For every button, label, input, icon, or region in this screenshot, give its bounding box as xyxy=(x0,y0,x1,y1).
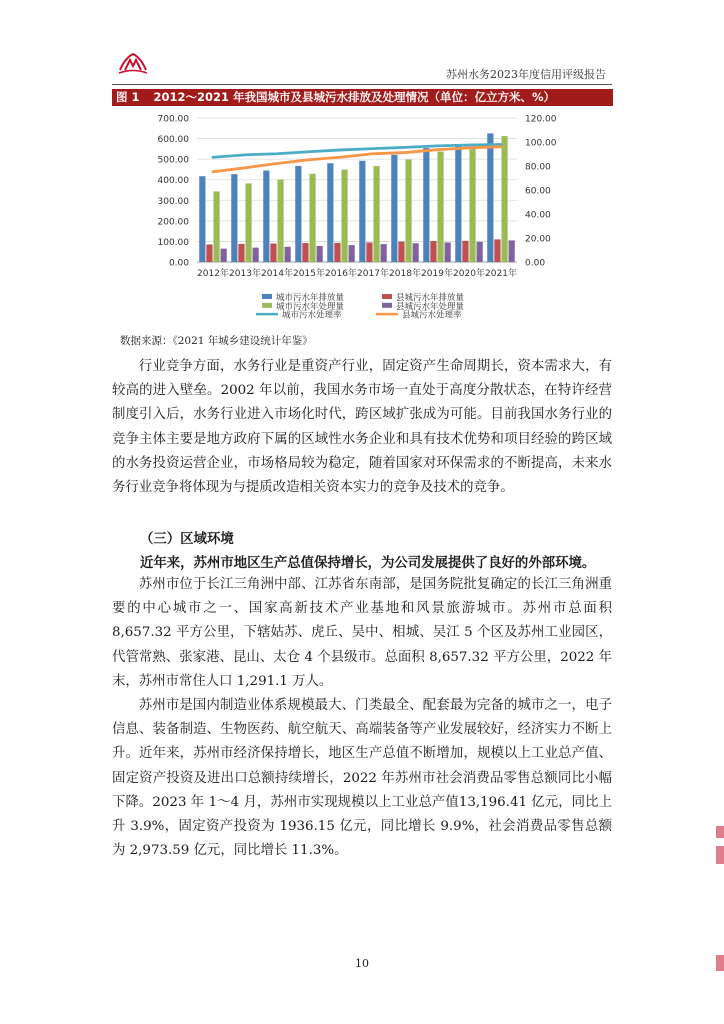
x-tick-label: 2014年 xyxy=(261,269,293,279)
bar xyxy=(334,243,340,262)
bar xyxy=(398,242,404,262)
bar xyxy=(462,241,468,262)
bar xyxy=(381,244,387,262)
bar xyxy=(253,248,259,262)
legend-label: 城市污水年排放量 xyxy=(276,293,345,303)
legend-label: 县城污水年排放量 xyxy=(396,293,465,303)
bar xyxy=(413,243,419,262)
bar xyxy=(423,148,429,262)
seal-mark xyxy=(716,955,724,971)
paragraph-economy: 苏州市是国内制造业体系规模最大、门类最全、配套最为完备的城市之一，电子信息、装备制造、生物医药、航空航天、高端装备等产业发展较好，经济实力不断上升。近年来，苏州市经济保持增长，地区生产总值不断增加，规模以上工业总产值、固定资产投资及进出口总额持续增长，2022 年苏州市社会消费品零售总额同比小幅下降。2023 年 1～4 月，苏州市实现规模以上工业总产值13,196.41 亿元，同比上升 3.9%，固定资产投资为 1936.15 亿元，同比增长 9.9%，社会消费品零售总额为 2,973.59 亿元，同比增长 11.3%。 xyxy=(112,698,612,859)
bar xyxy=(494,239,500,262)
legend-swatch xyxy=(262,294,272,299)
bar xyxy=(285,247,291,262)
header-divider xyxy=(112,84,612,85)
chart-legend xyxy=(256,292,465,321)
legend-label: 县城污水处理率 xyxy=(402,310,462,321)
seal-mark xyxy=(716,846,724,864)
bar xyxy=(245,183,251,262)
figure-caption-bar xyxy=(112,89,613,106)
legend-label: 城市污水处理率 xyxy=(282,310,342,321)
page-number: 10 xyxy=(355,957,369,970)
bar xyxy=(295,166,301,262)
x-tick-label: 2018年 xyxy=(389,269,421,279)
bar xyxy=(317,246,323,262)
left-tick-label: 700.00 xyxy=(157,114,189,125)
paragraph-location: 苏州市位于长江三角洲中部、江苏省东南部，是国务院批复确定的长江三角洲重要的中心城市之一、国家高新技术产业基地和风景旅游城市。苏州市总面积 8,657.32 平方公里，下辖姑苏、虎丘、吴中、相城、吴江 5 个区及苏州工业园区，代管常熟、张家港、昆山、太仓 4 个县级市。总面积 8,657.32 平方公里，2022 年末，苏州市常住人口 1,291.1 万人。 xyxy=(112,577,612,689)
left-tick-label: 200.00 xyxy=(157,217,189,228)
right-tick-label: 100.00 xyxy=(525,138,557,149)
left-tick-label: 400.00 xyxy=(157,176,189,187)
x-tick-label: 2016年 xyxy=(325,269,357,279)
x-tick-label: 2019年 xyxy=(421,269,453,279)
right-tick-label: 40.00 xyxy=(525,210,551,221)
paragraph-competition: 行业竞争方面，水务行业是重资产行业，固定资产生命周期长，资本需求大，有较高的进入壁垒。2002 年以前，我国水务市场一直处于高度分散状态，在特许经营制度引入后，水务行业进入市场化时代，跨区域扩张成为可能。目前我国水务行业的竞争主体主要是地方政府下属的区域性水务企业和具有技术优势和项目经验的跨区域的水务投资运营企业，市场格局较为稳定，随着国家对环保需求的不断提高，未来水务行业竞争将体现为与提质改造相关资本实力的竞争及技术的竞争。 xyxy=(112,359,612,496)
bar xyxy=(501,136,507,262)
bar xyxy=(302,243,308,262)
bar xyxy=(405,160,411,262)
bar xyxy=(277,180,283,262)
bar xyxy=(270,243,276,262)
bar xyxy=(359,161,365,262)
figure-number: 图 1 xyxy=(116,90,140,104)
legend-label: 城市污水年处理量 xyxy=(276,301,345,312)
bar xyxy=(199,176,205,262)
left-tick-label: 500.00 xyxy=(157,155,189,166)
bar xyxy=(231,174,237,262)
bar xyxy=(263,170,269,262)
bar xyxy=(341,170,347,262)
bar xyxy=(327,163,333,262)
right-tick-label: 80.00 xyxy=(525,162,551,173)
chart-bars xyxy=(199,133,515,262)
bar xyxy=(487,133,493,262)
figure-source: 数据来源：《2021 年城乡建设统计年鉴》 xyxy=(120,335,313,347)
x-tick-label: 2021年 xyxy=(485,269,517,279)
legend-swatch xyxy=(382,303,392,308)
lead-sentence: 近年来，苏州市地区生产总值保持增长，为公司发展提供了良好的外部环境。 xyxy=(140,556,596,571)
left-tick-label: 600.00 xyxy=(157,135,189,146)
legend-swatch xyxy=(382,294,392,299)
section-title: （三）区域环境 xyxy=(140,532,234,547)
figure-caption: 2012～2021 年我国城市及县城污水排放及处理情况（单位：亿立方米、%） xyxy=(153,90,556,104)
left-tick-label: 300.00 xyxy=(157,196,189,207)
x-tick-label: 2012年 xyxy=(197,269,229,279)
bar xyxy=(437,152,443,262)
left-tick-label: 0.00 xyxy=(168,258,189,269)
bar xyxy=(309,174,315,262)
bar xyxy=(373,166,379,262)
bar xyxy=(455,145,461,262)
sewage-chart xyxy=(112,108,612,332)
right-tick-label: 120.00 xyxy=(525,114,557,125)
bar xyxy=(445,242,451,262)
bar xyxy=(213,191,219,262)
seal-mark xyxy=(716,826,724,838)
right-tick-label: 20.00 xyxy=(525,234,551,245)
report-header-title: 苏州水务2023年度信用评级报告 xyxy=(446,68,606,81)
x-tick-label: 2013年 xyxy=(229,269,261,279)
bar xyxy=(221,249,227,262)
right-tick-label: 60.00 xyxy=(525,186,551,197)
x-tick-label: 2015年 xyxy=(293,269,325,279)
x-tick-label: 2020年 xyxy=(453,269,485,279)
bar xyxy=(509,240,515,262)
bar xyxy=(206,245,212,262)
x-tick-label: 2017年 xyxy=(357,269,389,279)
bar xyxy=(238,244,244,262)
legend-label: 县城污水年处理量 xyxy=(396,301,465,312)
company-logo-icon xyxy=(116,50,150,76)
bar xyxy=(477,242,483,262)
bar xyxy=(469,147,475,262)
right-tick-label: 0.00 xyxy=(525,258,546,269)
bar xyxy=(391,155,397,262)
left-tick-label: 100.00 xyxy=(157,237,189,248)
chart-grid xyxy=(197,118,517,262)
bar xyxy=(349,245,355,262)
legend-swatch xyxy=(262,303,272,308)
bar xyxy=(430,241,436,262)
bar xyxy=(366,242,372,262)
